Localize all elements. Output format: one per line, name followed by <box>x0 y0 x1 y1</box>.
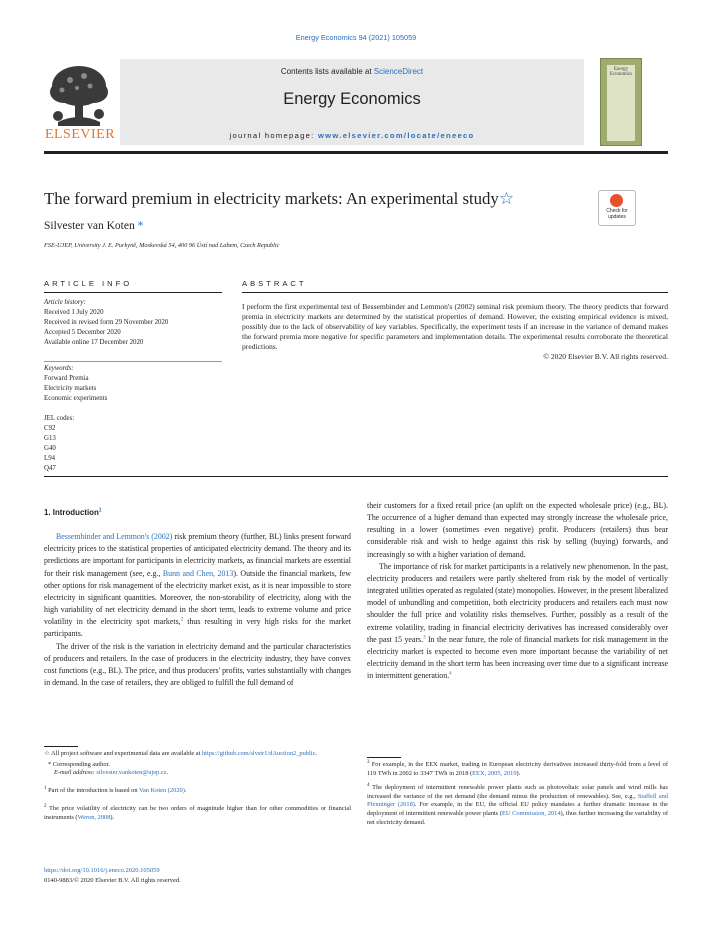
history-item: Received 1 July 2020 <box>44 308 104 316</box>
section-heading-introduction <box>44 507 351 519</box>
jel-codes-block <box>44 414 222 473</box>
intro-paragraph-2: The driver of the risk is the variation in electricity demand and the particular characteristics of producers and retailers. In the case of producers in the electricity industry, they have convex cost functions (e.g., BL). The price, and thus producers' profits, varies substantially with changes in demand. In the case of retailers, they are obliged to fulfill the full demand of <box>44 641 351 688</box>
corresponding-author-mark[interactable]: * <box>137 220 144 232</box>
email-label: E-mail address: <box>54 769 97 777</box>
sciencedirect-link[interactable]: ScienceDirect <box>373 67 424 76</box>
staffell-pfenninger-citation[interactable]: Staffell and Pfenninger (2018) <box>367 792 668 809</box>
note-text: ☆ All project software and experimental data are available at <box>44 750 202 757</box>
jel-code: Q47 <box>44 464 56 472</box>
check-for-updates-label: Check for updates <box>606 208 628 220</box>
note-text: The price volatility of electricity can be two orders of magnitude higher than for other commodities or financial instruments ( <box>44 805 351 821</box>
homepage-link[interactable]: www.elsevier.com/locate/eneeco <box>317 131 475 140</box>
contents-line <box>120 67 584 76</box>
footnote-4 <box>367 784 668 827</box>
jel-label: JEL codes: <box>44 415 75 422</box>
article-info-heading: ARTICLE INFO <box>44 279 133 288</box>
footnote-2 <box>44 805 351 822</box>
abstract-rule <box>242 292 668 293</box>
homepage-prefix: journal homepage: <box>229 131 318 140</box>
keyword-item: Forward Premia <box>44 374 89 382</box>
keyword-item: Electricity markets <box>44 384 97 392</box>
note-text: . For example, in the EU, the official EU policy mandates a further dramatic increase in the deployment of intermittent renewable power plants ( <box>367 801 668 817</box>
footnote-3 <box>367 761 668 778</box>
check-for-updates-badge[interactable] <box>598 190 636 226</box>
note-text: For example, in the EEX market, trading in European electricity derivatives increased thirty-fold from a level of 119 TWh in 2002 to 3347 TWh in 2018 ( <box>367 761 668 777</box>
eex-citation[interactable]: EEX, 2005, 2019 <box>472 769 517 777</box>
abstract-copyright: © 2020 Elsevier B.V. All rights reserved. <box>543 352 668 362</box>
corresponding-author-note: * Corresponding author. <box>48 760 110 768</box>
history-item: Accepted 5 December 2020 <box>44 328 121 336</box>
email-note <box>54 769 351 778</box>
right-column <box>367 500 668 682</box>
note-text: ). <box>516 769 521 777</box>
footnote-rule-left <box>44 746 78 747</box>
page-bottom-info <box>44 866 444 886</box>
footnote-number: 1 <box>44 785 47 791</box>
keywords-label: Keywords: <box>44 365 74 372</box>
journal-cover-image <box>600 58 642 146</box>
history-item: Received in revised form 29 November 2020 <box>44 318 169 326</box>
article-info-rule <box>44 292 222 293</box>
keywords-rule <box>44 361 222 362</box>
github-link[interactable]: https://github.com/slvstr1/dAuction2_public <box>201 750 316 757</box>
intro-footnote-ref[interactable]: 1 <box>98 507 102 514</box>
footnote-number: 3 <box>367 759 370 765</box>
left-column <box>44 507 351 689</box>
journal-reference[interactable]: Energy Economics 94 (2021) 105059 <box>295 33 417 42</box>
author-email-link[interactable]: silvester.vankoten@ujep.cz <box>96 769 167 777</box>
title-footnote-mark[interactable]: ☆ <box>498 189 514 208</box>
intro-paragraph-1 <box>44 531 351 640</box>
footnote-1 <box>44 787 351 796</box>
paragraph-text: The importance of risk for market participants is a relatively new phenomenon. In the past, electricity producers and retailers were partly sheltered from risk by the model of vertically integrated utilities operated as regulated (state) monopolies. However, in the present liberalized model of unbundling and competition, both electricity producers and retailers each must now shoulder the full price and volatility risks themselves. Further, possibly as a result of the extreme volatility, trading in financial electricity derivatives has increased considerably over the past 15 years. <box>367 561 668 644</box>
left-footnotes <box>44 750 351 829</box>
doi-link[interactable]: https://doi.org/10.1016/j.eneco.2020.105059 <box>44 867 160 874</box>
weron-citation[interactable]: Weron, 2008 <box>77 813 111 821</box>
issn-copyright: 0140-9883/© 2020 Elsevier B.V. All rights reserved. <box>44 877 181 884</box>
note-text: Part of the introduction is based on <box>46 786 140 794</box>
history-label: Article history: <box>44 299 86 306</box>
footnote-ref-2[interactable]: 2 <box>180 617 184 623</box>
data-availability-note <box>44 750 351 759</box>
jel-code: C92 <box>44 424 56 432</box>
article-history <box>44 298 222 348</box>
journal-name: Energy Economics <box>283 90 421 108</box>
paragraph-text: ). Outside the financial markets, few other options for risk management of the electricity market exist, as it is near impossible to store electricity in significant quantities. Moreover, the non-storability of electricity, along with the high variability of net electricity demand in the short term, leads to extreme volume and price volatility in the electricity spot markets, <box>44 568 352 627</box>
intro-heading-text: 1. Introduction <box>44 508 99 517</box>
cover-title: Energy Economics <box>609 67 633 77</box>
note-text: The deployment of intermittent renewable power plants such as photovoltaic solar panels and wind mills has increased the variance of the net demand (the demand minus the production of renewables). See, e.g., <box>367 784 668 800</box>
note-text: . <box>184 786 187 794</box>
footnote-number: 4 <box>367 783 370 789</box>
keywords-block <box>44 364 222 404</box>
intro-paragraph-3: their customers for a fixed retail price (an uplift on the expected wholesale price) (e.g., BL). The occurrence of a higher demand than expected may strongly increase the wholesale price, resulting in a lower (sometimes even negative) profit. Producers (retailers) thus bear considerable risk and wish to hedge against this risk by selling (buying) forwards, and increasingly so with a higher variation of demand. <box>367 501 668 559</box>
abstract-text: I perform the first experimental test of Bessembinder and Lemmon's (2002) seminal risk premium theory. The theory predicts that forward premia in electricity markets are determined by the statistical properties of demand. However, the existing empirical evidence is mixed, possibly due to the lack of observability of key variables. Specifically, the experiment tests if an increase in the variance of demand makes the forward premia more negative for specific parameters and implementation details. The experimental results corroborate the theoretical predictions. <box>242 302 668 352</box>
van-koten-citation[interactable]: Van Koten (2020) <box>139 786 185 794</box>
note-text: . <box>166 769 169 777</box>
crossmark-icon <box>610 194 623 207</box>
paragraph-text: In the near future, the role of financial markets for risk management in the electricity market is expected to become even more important because the variability of net electricity demand in the short term has been increasing over time due to a significant increase in intermittent generation. <box>367 634 668 681</box>
right-footnotes <box>367 761 668 833</box>
bessembinder-lemmon-citation[interactable]: Bessembinder and Lemmon's (2002) <box>56 532 173 542</box>
jel-code: L94 <box>44 454 56 462</box>
note-text: ), thus further increasing the variability of net electricity demand. <box>367 809 668 826</box>
abstract-heading: ABSTRACT <box>242 279 307 288</box>
eu-commission-citation[interactable]: EU Commission, 2014 <box>501 809 561 817</box>
footnote-number: 2 <box>44 804 47 810</box>
paragraph-text: thus resulting in very high risks for the market participants. <box>44 617 351 639</box>
abstract-end-rule <box>44 476 668 477</box>
history-item: Available online 17 December 2020 <box>44 338 144 346</box>
article-title <box>44 188 564 209</box>
abstract-body <box>242 302 668 363</box>
article-title-text: The forward premium in electricity markets: An experimental study <box>44 189 499 208</box>
footnote-ref-4[interactable]: 4 <box>449 671 452 677</box>
note-text: . <box>315 750 318 757</box>
intro-paragraph-4 <box>367 561 668 683</box>
header-rule <box>44 151 668 154</box>
jel-code: G13 <box>44 434 56 442</box>
contents-prefix: Contents lists available at <box>280 67 374 76</box>
note-text: ). <box>110 813 115 821</box>
author-name <box>44 220 143 232</box>
jel-code: G40 <box>44 444 56 452</box>
footnote-rule-right <box>367 757 401 758</box>
keyword-item: Economic experiments <box>44 394 108 402</box>
footnote-ref-3[interactable]: 3 <box>423 635 426 641</box>
bunn-chen-citation[interactable]: Bunn and Chen, 2013 <box>162 568 234 578</box>
author-affiliation: FSE-UJEP, University J. E. Purkyně, Moskevská 54, 400 96 Ústí nad Labem, Czech Republic <box>44 242 280 249</box>
author-text: Silvester van Koten <box>44 220 135 232</box>
publisher-wordmark: ELSEVIER <box>44 127 116 142</box>
paragraph-text: risk premium theory (further, BL) links present forward electricity prices to the statistical properties of anticipated electricity demand. The theory and its predictions are important for participants in electricity markets, as financial markets are essential for their risk management (see, e.g., <box>44 532 351 578</box>
journal-homepage <box>120 131 584 140</box>
